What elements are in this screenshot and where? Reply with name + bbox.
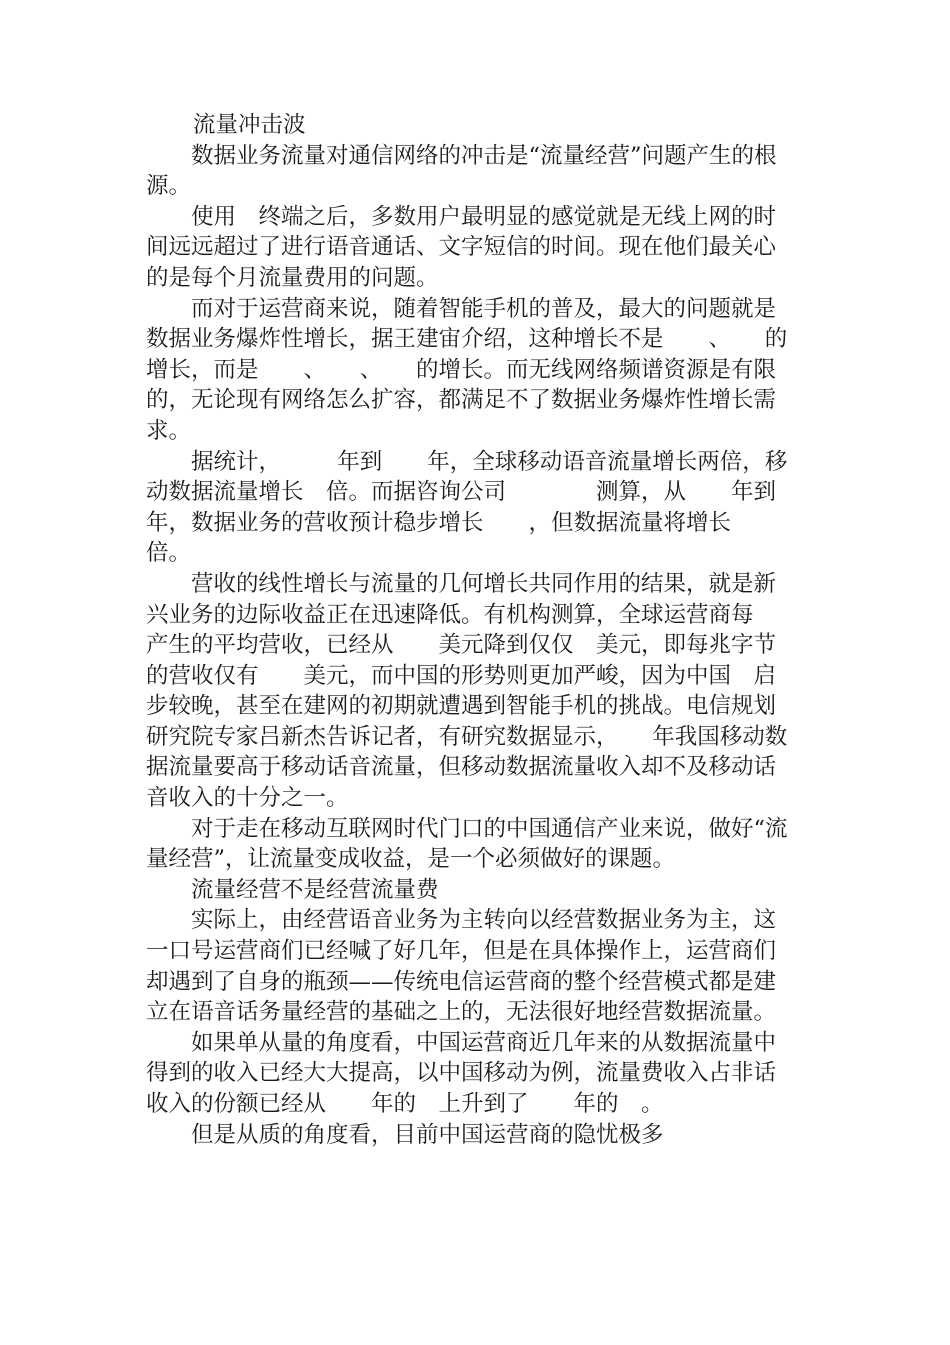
paragraph: 对于走在移动互联网时代门口的中国通信产业来说，做好“流量经营”，让流量变成收益，是一个必须做好的课题。	[146, 815, 788, 873]
paragraph: 实际上，由经营语音业务为主转向以经营数据业务为主，这一口号运营商们已经喊了好几年，但是在具体操作上，运营商们却遇到了自身的瓶颈——传统电信运营商的整个经营模式都是建立在语音话务量经营的基础之上的，无法很好地经营数据流量。	[146, 907, 777, 1026]
paragraph: 使用 终端之后，多数用户最明显的感觉就是无线上网的时间远远超过了进行语音通话、文字短信的时间。现在他们最关心的是每个月流量费用的问题。	[146, 203, 777, 291]
paragraph: 数据业务流量对通信网络的冲击是“流量经营”问题产生的根源。	[146, 142, 777, 200]
paragraph: 据统计， 年到 年，全球移动语音流量增长两倍，移动数据流量增长 倍。而据咨询公司 测算，从 年到 年，数据业务的营收预计稳步增长 ，但数据流量将增长 倍。	[146, 448, 822, 567]
paragraph: 如果单从量的角度看，中国运营商近几年来的从数据流量中得到的收入已经大大提高，以中国移动为例，流量费收入占非话收入的份额已经从 年的 上升到了 年的 。	[146, 1029, 777, 1117]
paragraph: 营收的线性增长与流量的几何增长共同作用的结果，就是新兴业务的边际收益正在迅速降低。有机构测算，全球运营商每 产生的平均营收，已经从 美元降到仅仅 美元，即每兆字节的营收仅有 美元，而中国的形势则更加严峻，因为中国 启步较晚，甚至在建网的初期就遭遇到智能手机的挑战。电信规划研究院专家吕新杰告诉记者，有研究数据显示， 年我国移动数据流量要高于移动话音流量，但移动数据流量收入却不及移动话音收入的十分之一。	[146, 570, 844, 812]
section-heading-traffic-shock: 流量冲击波	[193, 112, 306, 138]
paragraph: 但是从质的角度看，目前中国运营商的隐忧极多	[191, 1121, 664, 1148]
paragraph: 而对于运营商来说，随着智能手机的普及，最大的问题就是数据业务爆炸性增长，据王建宙介绍，这种增长不是 、 的增长，而是 、 、 的增长。而无线网络频谱资源是有限的，无论现有网络怎么扩容，都满足不了数据业务爆炸性增长需求。	[146, 295, 788, 444]
document-page	[146, 110, 844, 1150]
section-heading-traffic-operation: 流量经营不是经营流量费	[191, 876, 439, 903]
